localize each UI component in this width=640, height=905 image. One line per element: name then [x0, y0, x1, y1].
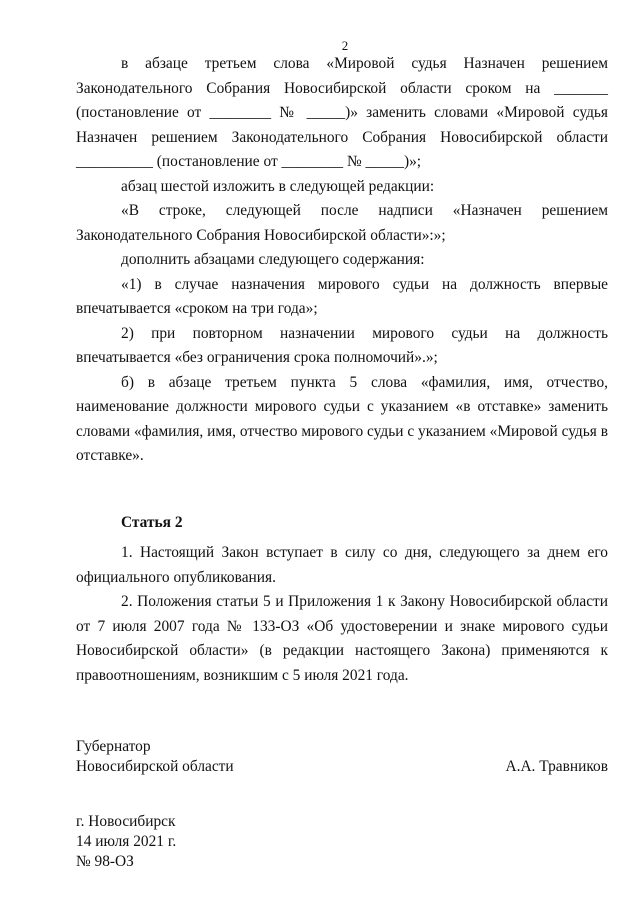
signatory-region: Новосибирской области [76, 758, 234, 775]
document-body [76, 52, 608, 688]
paragraph: б) в абзаце третьем пункта 5 слова «фамилия, имя, отчество, наименование должности мирового судьи с указанием «в отставке» заменить словами «фамилия, имя, отчество мирового судьи с указанием «Мировой судья в отставке». [76, 373, 608, 464]
footer-city: г. Новосибирск [76, 813, 176, 830]
signature-block [76, 737, 608, 777]
footer-number: № 98-ОЗ [76, 853, 134, 870]
signatory-title: Губернатор [76, 738, 151, 755]
paragraph: абзац шестой изложить в следующей редакции: [121, 177, 435, 195]
document-footer [76, 812, 176, 872]
paragraph: «В строке, следующей после надписи «Назначен решением Законодательного Собрания Новосибирской области»:»; [76, 202, 608, 244]
paragraph: дополнить абзацами следующего содержания: [121, 251, 425, 268]
article-heading: Статья 2 [121, 513, 183, 531]
paragraph: «1) в случае назначения мирового судьи на должность впервые впечатывается «сроком на три года»; [76, 275, 608, 317]
signature-row [76, 757, 608, 777]
paragraph: в абзаце третьем слова «Мировой судья Назначен решением Законодательного Собрания Новосибирской области сроком на _______ (постановление от ________ № _____)» заменить словами «Мировой судья Назначен решением Законодательного Собрания Новосибирской области __________ (постановление от ________ № _____)»; [76, 55, 608, 170]
footer-date: 14 июля 2021 г. [76, 833, 177, 850]
paragraph: 1. Настоящий Закон вступает в силу со дня, следующего за днем его официального опубликования. [76, 544, 608, 586]
paragraph: 2. Положения статьи 5 и Приложения 1 к Закону Новосибирской области от 7 июля 2007 года № 133-ОЗ «Об удостоверении и знаке мирового судьи Новосибирской области» (в редакции настоящего Закона) применяются к правоотношениям, возникшим с 5 июля 2021 года. [76, 593, 608, 684]
paragraph: 2) при повторном назначении мирового судьи на должность впечатывается «без ограничения срока полномочий».»; [76, 324, 608, 366]
signatory-name: А.А. Травников [505, 758, 608, 775]
page-number: 2 [341, 38, 349, 53]
